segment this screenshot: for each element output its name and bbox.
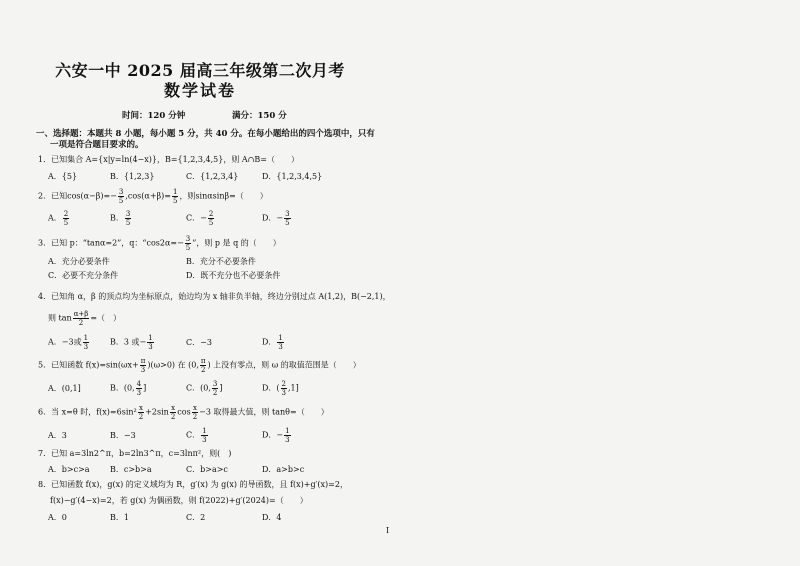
q6-option-d: D．− $\frac{1}{3}$	[262, 427, 290, 444]
q8-option-a: A．0	[48, 513, 67, 522]
q2-option-d: D．− $\frac{3}{5}$	[262, 210, 290, 227]
q8-option-d: D．4	[262, 513, 282, 522]
q1-option-a: A．{5}	[48, 172, 78, 181]
q4-option-b: B．3 或− $\frac{1}{3}$	[110, 334, 153, 351]
q1-option-b: B．{1,2,3}	[110, 172, 155, 181]
section-intro-line1: 一、选择题：本题共 8 小题，每小题 5 分，共 40 分。在每小题给出的四个选项中，只有	[36, 129, 375, 139]
q7-option-b: B．c>b>a	[110, 465, 152, 474]
q8-stem-line2: f(x)−g′(4−x)=2，若 g(x) 为偶函数，则 f(2022)+g′(2024)=（ ）	[50, 496, 308, 505]
q1-option-c: C．{1,2,3,4}	[186, 172, 239, 181]
q2-option-a: A． $\frac{2}{5}$	[48, 210, 69, 227]
q5-stem: 5．已知函数 f(x)=sin(ωx+ $\frac{\pi}{3}$ )(ω>0) 在 (0, $\frac{\pi}{2}$ ) 上没有零点，则 ω 的取值范围是（ ）	[38, 357, 361, 374]
q6-stem: 6．当 x=θ 时，f(x)=6sin² $\frac{x}{2}$ +2sin $\frac{x}{2}$ cos $\frac{x}{2}$ −3 取得最大值，则 tanθ=（ ）	[38, 404, 329, 421]
exam-time: 时间：120 分钟	[122, 111, 186, 121]
q8-stem-line1: 8．已知函数 f(x)，g(x) 的定义域均为 R，g′(x) 为 g(x) 的导函数，且 f(x)+g′(x)=2，	[38, 480, 348, 489]
q1-option-d: D．{1,2,3,4,5}	[262, 172, 323, 181]
q8-option-c: C．2	[186, 513, 206, 522]
q6-option-c: C． $\frac{1}{3}$	[186, 427, 207, 444]
q5-option-b: B．(0, $\frac{4}{3}$ ]	[110, 380, 147, 397]
section-intro-line2: 一项是符合题目要求的。	[50, 140, 144, 150]
q3-stem: 3．已知 p：“tanα=2”，q：“cos2α=− $\frac{3}{5}$ ”，则 p 是 q 的（ ）	[38, 235, 281, 252]
q7-stem: 7．已知 a=3ln2^π，b=2ln3^π，c=3lnπ²，则( )	[38, 449, 232, 458]
q4-stem-line2: 则 tan $\frac{\alpha+\beta}{2}$ =（ ）	[48, 310, 122, 327]
q5-option-c: C．(0, $\frac{3}{2}$ ]	[186, 380, 223, 397]
q5-option-d: D．( $\frac{2}{3}$ ,1]	[262, 380, 299, 397]
exam-subtitle: 数学试卷	[163, 81, 236, 100]
q4-option-d: D． $\frac{1}{3}$	[262, 334, 283, 351]
q8-option-b: B．1	[110, 513, 129, 522]
q3-option-b: B．充分不必要条件	[186, 257, 256, 266]
q3-option-c: C．必要不充分条件	[48, 271, 119, 280]
q4-option-c: C．−3	[186, 338, 212, 347]
q2-frac-1: $\frac{3}{5}$	[118, 188, 124, 205]
q3-option-a: A．充分必要条件	[48, 257, 110, 266]
q4-option-a: A．−3或 $\frac{1}{3}$	[48, 334, 89, 351]
q4-stem-line1: 4．已知角 α，β 的顶点均为坐标原点，始边均为 x 轴非负半轴，终边分别过点 A(1,2)，B(−2,1)，	[38, 292, 391, 301]
q7-option-d: D．a>b>c	[262, 465, 305, 474]
page-mark: I	[386, 526, 390, 535]
exam-title: 六安一中 2025 届高三年级第二次月考	[55, 61, 345, 80]
q2-frac-2: $\frac{1}{5}$	[172, 188, 178, 205]
q2-option-b: B． $\frac{3}{5}$	[110, 210, 131, 227]
exam-score: 满分：150 分	[232, 111, 287, 121]
q1-stem: 1．已知集合 A={x|y=ln(4−x)}，B={1,2,3,4,5}，则 A∩B=（ ）	[38, 155, 299, 164]
q7-option-c: C．b>a>c	[186, 465, 228, 474]
q6-option-a: A．3	[48, 431, 67, 440]
q5-option-a: A．(0,1]	[48, 384, 81, 393]
q2-option-c: C．− $\frac{2}{5}$	[186, 210, 214, 227]
q2-stem: 2．已知cos(α−β)=− $\frac{3}{5}$ ,cos(α+β)= $\frac{1}{5}$ ，则sinαsinβ=（ ）	[38, 188, 268, 205]
q6-option-b: B．−3	[110, 431, 136, 440]
q3-option-d: D．既不充分也不必要条件	[186, 271, 281, 280]
q7-option-a: A．b>c>a	[48, 465, 90, 474]
